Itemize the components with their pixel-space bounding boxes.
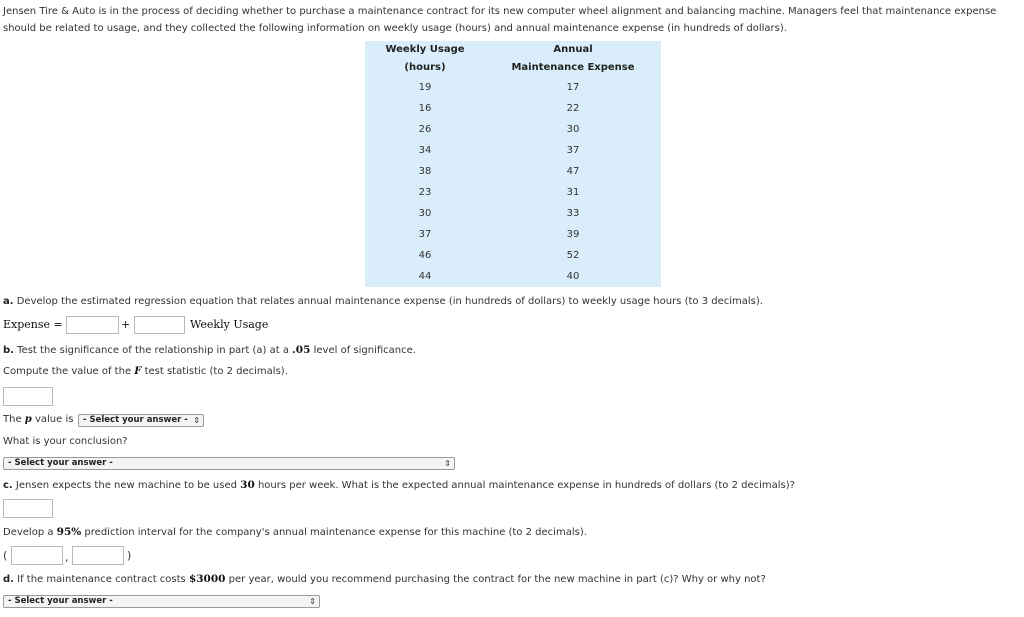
- usage-cell: 46: [418, 250, 432, 261]
- col-header-maintenance-expense: [485, 41, 661, 77]
- usage-cell: 26: [418, 124, 432, 135]
- part-d-question: [3, 573, 766, 585]
- usage-cell: 16: [418, 103, 432, 114]
- expense-cell: 37: [566, 145, 580, 156]
- chevron-updown-icon: ⇕: [193, 416, 200, 425]
- pi-lower-input[interactable]: [11, 546, 63, 565]
- part-c-question: [3, 479, 795, 491]
- recommendation-select-label: - Select your answer -: [8, 596, 113, 606]
- table-row: [365, 224, 661, 245]
- equation-plus: +: [121, 318, 131, 331]
- expense-cell: 47: [566, 166, 580, 177]
- part-b-question: [3, 344, 416, 356]
- slope-input[interactable]: [134, 316, 185, 334]
- part-d-label: d.: [3, 574, 14, 585]
- col1-header-line2: (hours): [404, 62, 446, 73]
- table-row: [365, 203, 661, 224]
- usage-cell: 38: [418, 166, 432, 177]
- p-symbol: p: [24, 414, 32, 425]
- pi-upper-input[interactable]: [72, 546, 124, 565]
- intro-paragraph: Jensen Tire & Auto is in the process of deciding whether to purchase a maintenance contract for its new computer wheel alignment and balancing machine. Managers feel that maintenance expense should be related to usage, and they collected the following information on weekly usage (hours) and annual maintenance expense (in hundreds of dollars).: [3, 6, 997, 34]
- expense-cell: 22: [566, 103, 580, 114]
- p-value-prompt: [3, 414, 73, 425]
- usage-cell: 23: [418, 187, 432, 198]
- col1-header-line1: Weekly Usage: [385, 44, 465, 55]
- f-stat-prompt: [3, 366, 288, 377]
- table-header-row: [365, 41, 661, 77]
- part-d-text-end: per year, would you recommend purchasing the contract for the new machine in part (c)? Why or why not?: [225, 574, 766, 585]
- table-row: [365, 140, 661, 161]
- expense-cell: 33: [566, 208, 580, 219]
- hours-value: 30: [240, 479, 255, 491]
- f-symbol: F: [134, 366, 142, 377]
- table-row: [365, 245, 661, 266]
- comma: ,: [65, 551, 69, 564]
- table-row: [365, 182, 661, 203]
- table-row: [365, 77, 661, 98]
- part-c-text-end: hours per week. What is the expected annual maintenance expense in hundreds of dollars (to 2 decimals)?: [254, 480, 795, 491]
- expense-cell: 40: [566, 271, 580, 282]
- part-c-text-start: Jensen expects the new machine to be used: [12, 480, 241, 491]
- col-header-weekly-usage: [365, 41, 485, 77]
- equation-rhs: Weekly Usage: [190, 318, 269, 331]
- usage-cell: 37: [418, 229, 432, 240]
- part-a-text: Develop the estimated regression equation that relates annual maintenance expense (in hundreds of dollars) to weekly usage hours (to 3 decimals).: [13, 296, 763, 307]
- part-b-text: Test the significance of the relationship in part (a) at a: [13, 345, 293, 356]
- usage-cell: 44: [418, 271, 432, 282]
- prediction-interval-prompt: [3, 526, 587, 538]
- usage-cell: 19: [418, 82, 432, 93]
- chevron-updown-icon: ⇕: [444, 459, 451, 468]
- conclusion-prompt: What is your conclusion?: [3, 436, 128, 447]
- conclusion-select-label: - Select your answer -: [8, 458, 113, 468]
- col2-header-line2: Maintenance Expense: [511, 62, 635, 73]
- f-prompt-end: test statistic (to 2 decimals).: [141, 366, 288, 377]
- equation-lhs: Expense =: [3, 318, 63, 331]
- part-a-question: [3, 296, 763, 307]
- table-row: [365, 161, 661, 182]
- table-row: [365, 98, 661, 119]
- pi-end: prediction interval for the company's annual maintenance expense for this machine (to 2 decimals).: [81, 527, 587, 538]
- part-d-text-start: If the maintenance contract costs: [13, 574, 189, 585]
- chevron-updown-icon: ⇕: [309, 597, 316, 606]
- p-value-select-label: - Select your answer -: [83, 415, 188, 425]
- part-b-label: b.: [3, 345, 14, 356]
- part-c-label: c.: [3, 480, 13, 491]
- expense-cell: 52: [566, 250, 580, 261]
- p-value-select[interactable]: [78, 414, 204, 427]
- expected-expense-input[interactable]: [3, 499, 53, 518]
- f-stat-input[interactable]: [3, 387, 53, 406]
- recommendation-select[interactable]: [3, 595, 320, 608]
- cost-value: $3000: [188, 573, 226, 585]
- expense-cell: 39: [566, 229, 580, 240]
- data-table: [365, 41, 661, 287]
- pi-percent: 95%: [56, 526, 82, 538]
- f-prompt-start: Compute the value of the: [3, 366, 135, 377]
- table-row: [365, 119, 661, 140]
- pi-start: Develop a: [3, 527, 57, 538]
- usage-cell: 30: [418, 208, 432, 219]
- intercept-input[interactable]: [66, 316, 119, 334]
- part-a-label: a.: [3, 296, 14, 307]
- expense-cell: 31: [566, 187, 580, 198]
- expense-cell: 17: [566, 82, 580, 93]
- part-b-text-end: level of significance.: [310, 345, 416, 356]
- col2-header-line1: Annual: [553, 44, 593, 55]
- usage-cell: 34: [418, 145, 432, 156]
- alpha-value: .05: [292, 344, 311, 356]
- p-prompt-start: The: [3, 414, 25, 425]
- p-prompt-end: value is: [31, 414, 74, 425]
- close-paren: ): [127, 549, 132, 562]
- table-row: [365, 266, 661, 287]
- conclusion-select[interactable]: [3, 457, 455, 470]
- expense-cell: 30: [566, 124, 580, 135]
- open-paren: (: [3, 549, 8, 562]
